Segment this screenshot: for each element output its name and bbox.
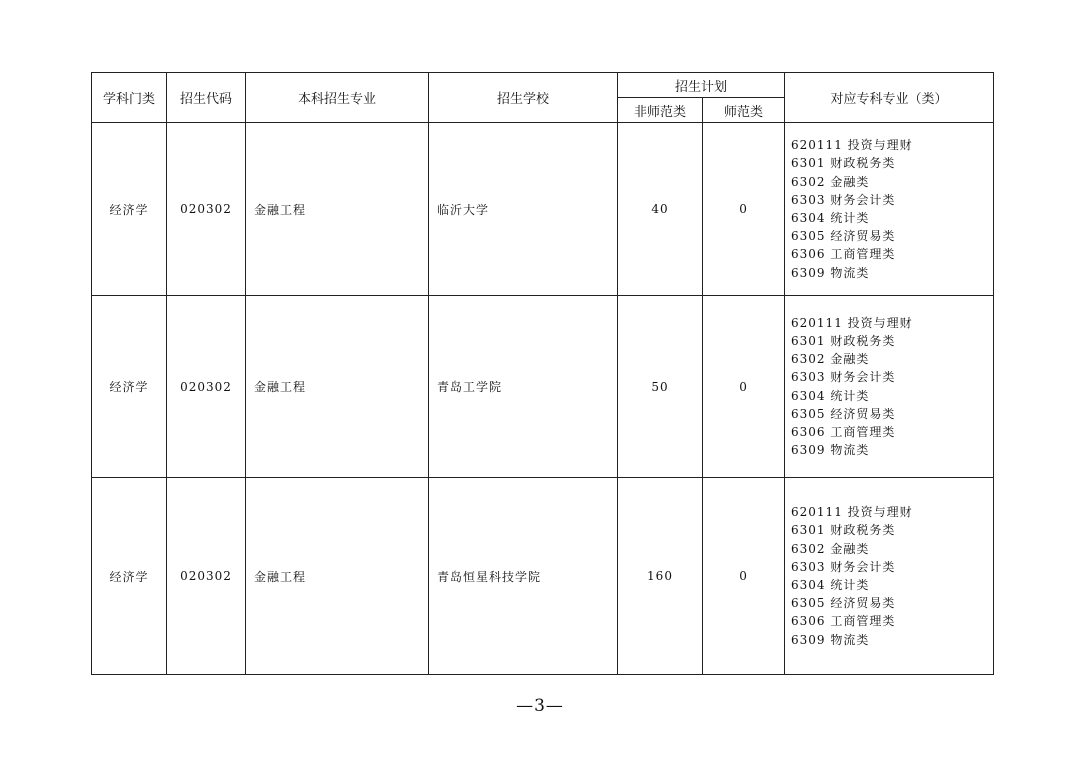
header-school: 招生学校 [429, 73, 618, 123]
cell-non-normal: 160 [618, 478, 703, 675]
header-major: 本科招生专业 [246, 73, 429, 123]
table-row [92, 123, 994, 296]
related-major-item: 6309 物流类 [791, 632, 870, 647]
related-major-item: 6301 财政税务类 [791, 333, 896, 348]
related-major-item: 6302 金融类 [791, 174, 870, 189]
enrollment-table [91, 72, 994, 675]
header-normal: 师范类 [703, 98, 785, 123]
related-major-item: 6306 工商管理类 [791, 424, 896, 439]
cell-category: 经济学 [92, 296, 167, 478]
related-major-item: 6303 财务会计类 [791, 559, 896, 574]
related-major-item: 6305 经济贸易类 [791, 406, 896, 421]
header-plan: 招生计划 [618, 73, 785, 98]
cell-major: 金融工程 [246, 478, 429, 675]
cell-school: 临沂大学 [429, 123, 618, 296]
related-major-item: 620111 投资与理财 [791, 315, 913, 330]
header-related: 对应专科专业（类） [785, 73, 994, 123]
cell-school: 青岛工学院 [429, 296, 618, 478]
related-major-item: 6306 工商管理类 [791, 247, 896, 262]
header-row [92, 73, 994, 98]
cell-category: 经济学 [92, 478, 167, 675]
related-major-item: 6303 财务会计类 [791, 370, 896, 385]
cell-normal: 0 [703, 478, 785, 675]
header-code: 招生代码 [167, 73, 246, 123]
cell-normal: 0 [703, 296, 785, 478]
related-major-item: 6303 财务会计类 [791, 192, 896, 207]
cell-normal: 0 [703, 123, 785, 296]
cell-non-normal: 40 [618, 123, 703, 296]
related-major-item: 6309 物流类 [791, 265, 870, 280]
related-major-item: 6309 物流类 [791, 443, 870, 458]
header-non-normal: 非师范类 [618, 98, 703, 123]
related-major-item: 620111 投资与理财 [791, 505, 913, 520]
related-major-item: 6305 经济贸易类 [791, 596, 896, 611]
related-major-item: 6304 统计类 [791, 211, 870, 225]
related-major-item: 6306 工商管理类 [791, 614, 896, 629]
table-row [92, 478, 994, 675]
related-major-item: 6304 统计类 [791, 388, 870, 403]
table-body [92, 123, 994, 675]
cell-related-majors [785, 296, 994, 478]
table-header [92, 73, 994, 123]
related-major-item: 6301 财政税务类 [791, 523, 896, 538]
cell-code: 020302 [167, 123, 246, 296]
cell-major: 金融工程 [246, 296, 429, 478]
related-major-item: 6304 统计类 [791, 578, 870, 592]
cell-school: 青岛恒星科技学院 [429, 478, 618, 675]
related-major-item: 6305 经济贸易类 [791, 229, 896, 244]
related-major-item: 6301 财政税务类 [791, 156, 896, 171]
related-major-item: 620111 投资与理财 [791, 138, 913, 153]
cell-category: 经济学 [92, 123, 167, 296]
cell-related-majors [785, 123, 994, 296]
related-major-item: 6302 金融类 [791, 352, 870, 367]
page-number: —3— [516, 696, 564, 716]
cell-major: 金融工程 [246, 123, 429, 296]
cell-non-normal: 50 [618, 296, 703, 478]
header-category: 学科门类 [92, 73, 167, 123]
related-major-item: 6302 金融类 [791, 541, 870, 556]
cell-code: 020302 [167, 296, 246, 478]
cell-code: 020302 [167, 478, 246, 675]
cell-related-majors [785, 478, 994, 675]
table-row [92, 296, 994, 478]
